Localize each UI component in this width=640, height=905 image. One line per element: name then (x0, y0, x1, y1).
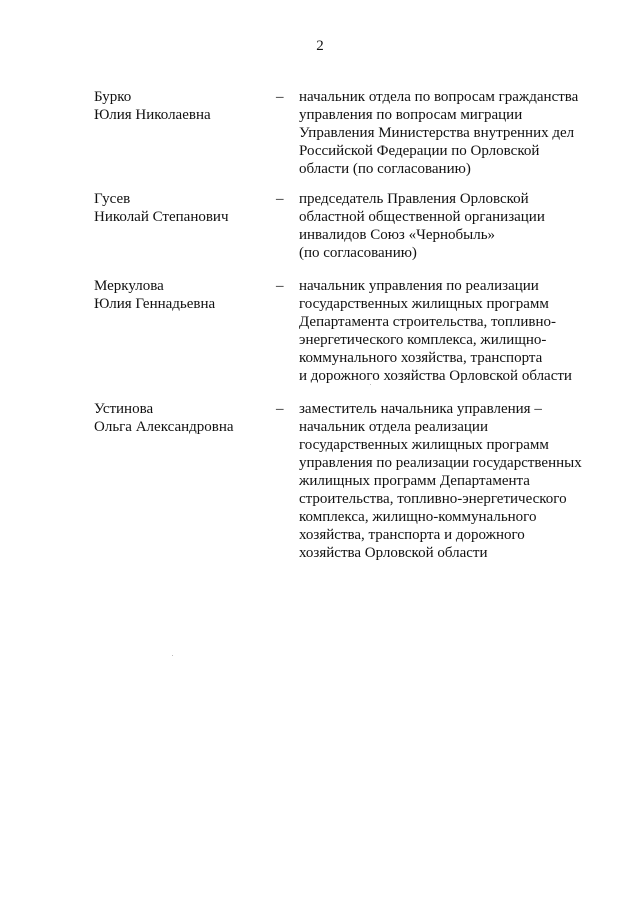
member-surname: Меркулова (94, 278, 164, 294)
page-number: 2 (316, 38, 324, 54)
member-position (299, 88, 599, 178)
position-line: управления по реализации государственных (299, 455, 582, 471)
member-name (94, 190, 274, 226)
position-line: начальник управления по реализации (299, 278, 539, 294)
position-line: строительства, топливно-энергетического (299, 491, 567, 507)
dash-separator: – (276, 278, 284, 294)
member-position (299, 277, 599, 385)
position-line: комплекса, жилищно-коммунального (299, 509, 537, 525)
scan-speck (370, 384, 371, 385)
position-line: жилищных программ Департамента (299, 473, 530, 489)
member-name (94, 400, 274, 436)
position-line: Департамента строительства, топливно- (299, 314, 556, 330)
member-name (94, 277, 274, 313)
member-given-names: Ольга Александровна (94, 419, 234, 435)
position-line: председатель Правления Орловской (299, 191, 529, 207)
position-line: государственных жилищных программ (299, 437, 549, 453)
position-line: хозяйства, транспорта и дорожного (299, 527, 525, 543)
position-line: Российской Федерации по Орловской (299, 143, 540, 159)
member-surname: Бурко (94, 89, 132, 105)
member-given-names: Юлия Николаевна (94, 107, 211, 123)
position-line: и дорожного хозяйства Орловской области (299, 368, 572, 384)
member-position (299, 400, 599, 562)
position-line: хозяйства Орловской области (299, 545, 488, 561)
member-given-names: Юлия Геннадьевна (94, 296, 216, 312)
dash-separator: – (276, 191, 284, 207)
scan-speck (172, 655, 173, 656)
member-position (299, 190, 599, 262)
dash-separator: – (276, 401, 284, 417)
member-name (94, 88, 274, 124)
member-surname: Устинова (94, 401, 154, 417)
member-surname: Гусев (94, 191, 131, 207)
member-given-names: Николай Степанович (94, 209, 229, 225)
position-line: управления по вопросам миграции (299, 107, 523, 123)
position-line: коммунального хозяйства, транспорта (299, 350, 543, 366)
position-line: начальник отдела по вопросам гражданства (299, 89, 579, 105)
position-line: государственных жилищных программ (299, 296, 549, 312)
position-line: начальник отдела реализации (299, 419, 488, 435)
position-line: энергетического комплекса, жилищно- (299, 332, 547, 348)
position-line: (по согласованию) (299, 245, 417, 261)
dash-separator: – (276, 89, 284, 105)
position-line: заместитель начальника управления – (299, 401, 542, 417)
position-line: инвалидов Союз «Чернобыль» (299, 227, 496, 243)
position-line: области (по согласованию) (299, 161, 471, 177)
position-line: областной общественной организации (299, 209, 545, 225)
position-line: Управления Министерства внутренних дел (299, 125, 575, 141)
